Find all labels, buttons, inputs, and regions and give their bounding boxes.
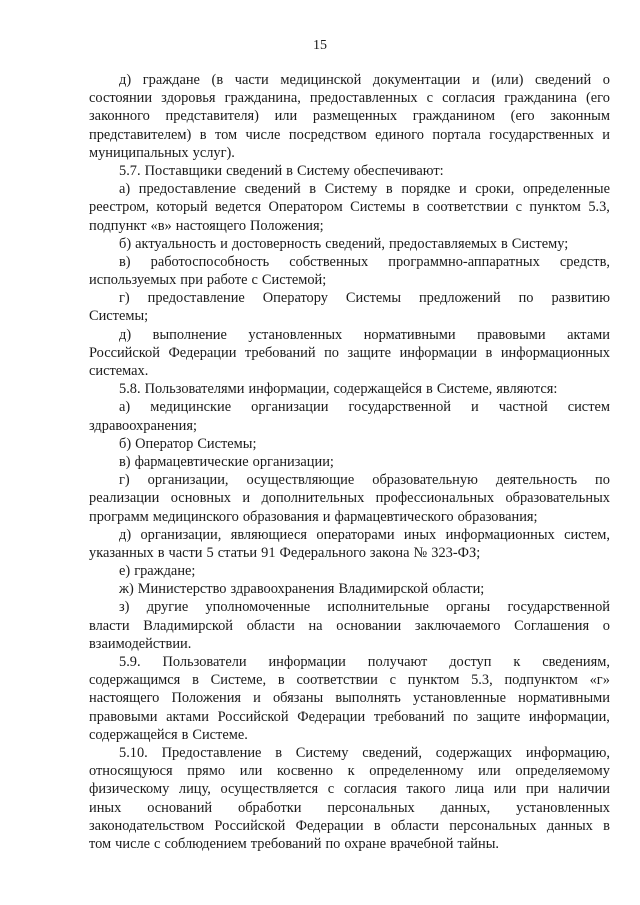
text-line: а) медицинские организации государственной и частной систем bbox=[119, 399, 610, 416]
paragraph bbox=[89, 435, 610, 453]
text-line: Российской Федерации требований по защите информации в информационных bbox=[89, 344, 610, 361]
text-line: представителем) в том числе посредством единого портала государственных и bbox=[89, 126, 610, 143]
text-line: 5.9. Пользователи информации получают доступ к сведениям, bbox=[119, 654, 610, 670]
text-line: иных оснований обработки персональных данных, установленных bbox=[89, 799, 610, 816]
text-line: г) предоставление Оператору Системы предложений по развитию bbox=[119, 290, 610, 307]
text-line: содержащимся в Системе, в соответствии с пунктом 5.3, подпунктом «г» bbox=[89, 672, 610, 689]
paragraph bbox=[89, 598, 610, 653]
text-line: г) организации, осуществляющие образовательную деятельность по bbox=[119, 472, 610, 489]
text-line: д) граждане (в части медицинской документации и (или) сведений о bbox=[119, 72, 610, 88]
text-line: системах. bbox=[89, 363, 149, 379]
paragraph bbox=[89, 180, 610, 235]
text-line: правовыми актами Российской Федерации требований по защите информации, bbox=[89, 708, 610, 725]
text-line: настоящего Положения и обязаны выполнять установленные нормативными bbox=[89, 690, 610, 707]
paragraph bbox=[89, 326, 610, 381]
text-line: подпункт «в» настоящего Положения; bbox=[89, 217, 324, 234]
paragraph bbox=[89, 235, 610, 253]
page-number: 15 bbox=[313, 38, 327, 53]
text-line: 5.10. Предоставление в Систему сведений, содержащих информацию, bbox=[119, 744, 610, 761]
paragraph bbox=[89, 380, 610, 398]
text-line: 5.7. Поставщики сведений в Систему обеспечивают: bbox=[119, 162, 444, 179]
document-body bbox=[89, 71, 610, 853]
paragraph bbox=[89, 562, 610, 580]
text-line: указанных в части 5 статьи 91 Федерального закона № 323-ФЗ; bbox=[89, 544, 481, 561]
text-line: взаимодействии. bbox=[89, 635, 192, 652]
paragraph bbox=[89, 453, 610, 471]
text-line: власти Владимирской области на основании заключаемого Соглашения о bbox=[89, 617, 610, 634]
paragraph bbox=[89, 471, 610, 526]
text-line: д) выполнение установленных нормативными правовыми актами bbox=[119, 326, 610, 343]
text-line: том числе с соблюдением требований по охране врачебной тайны. bbox=[89, 835, 499, 852]
text-line: здравоохранения; bbox=[89, 417, 197, 434]
text-line: 5.8. Пользователями информации, содержащейся в Системе, являются: bbox=[119, 381, 558, 398]
paragraph bbox=[89, 71, 610, 162]
text-line: д) организации, являющиеся операторами иных информационных систем, bbox=[119, 526, 610, 543]
paragraph bbox=[89, 289, 610, 325]
text-line: з) другие уполномоченные исполнительные органы государственной bbox=[119, 599, 610, 616]
text-line: е) граждане; bbox=[119, 563, 196, 580]
text-line: относящуюся прямо или косвенно к определенному или определяемому bbox=[89, 763, 610, 780]
text-line: реестром, который ведется Оператором Системы в соответствии с пунктом 5.3, bbox=[89, 199, 610, 216]
paragraph bbox=[89, 253, 610, 289]
text-line: в) работоспособность собственных программно-аппаратных средств, bbox=[119, 253, 610, 270]
text-line: используемых при работе с Системой; bbox=[89, 272, 327, 289]
text-line: в) фармацевтические организации; bbox=[119, 453, 334, 470]
text-line: б) актуальность и достоверность сведений, предоставляемых в Систему; bbox=[119, 235, 569, 252]
text-line: муниципальных услуг). bbox=[89, 144, 235, 161]
paragraph bbox=[89, 744, 610, 853]
paragraph bbox=[89, 580, 610, 598]
text-line: законного представителя) или размещенных гражданином (его законным bbox=[89, 108, 610, 125]
paragraph bbox=[89, 653, 610, 744]
text-line: программ медицинского образования и фармацевтического образования; bbox=[89, 508, 538, 525]
text-line: физическому лицу, осуществляется с согласия такого лица или при наличии bbox=[89, 781, 610, 798]
paragraph bbox=[89, 398, 610, 434]
text-line: законодательством Российской Федерации в области персональных данных в bbox=[89, 817, 610, 834]
text-line: а) предоставление сведений в Систему в порядке и сроки, определенные bbox=[119, 181, 610, 198]
text-line: Системы; bbox=[89, 308, 149, 325]
text-line: содержащейся в Системе. bbox=[89, 726, 248, 743]
paragraph bbox=[89, 162, 610, 180]
text-line: ж) Министерство здравоохранения Владимирской области; bbox=[119, 581, 485, 598]
text-line: б) Оператор Системы; bbox=[119, 435, 257, 452]
text-line: реализации основных и дополнительных профессиональных образовательных bbox=[89, 490, 610, 507]
text-line: состоянии здоровья гражданина, предоставленных с согласия гражданина (его bbox=[89, 90, 610, 107]
paragraph bbox=[89, 526, 610, 562]
